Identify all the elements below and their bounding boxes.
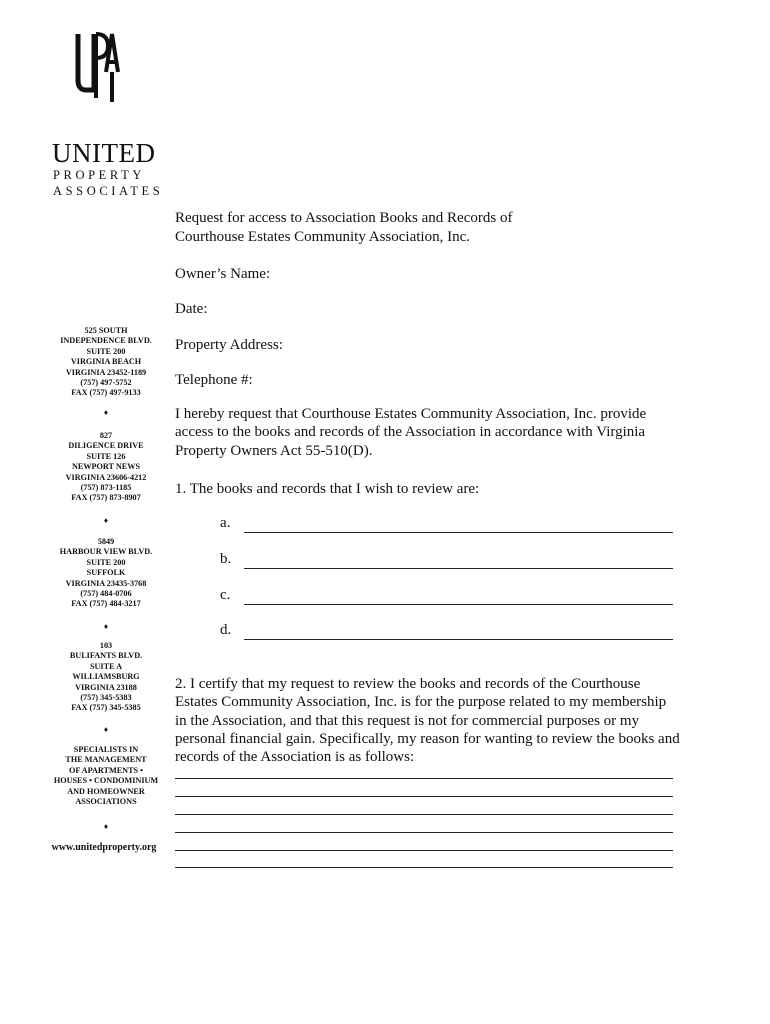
separator-diamond-icon: ♦: [103, 822, 109, 831]
company-name-line2: PROPERTY: [53, 168, 145, 182]
records-entry-b[interactable]: [220, 550, 673, 570]
records-entry-c-line[interactable]: [244, 604, 673, 605]
records-entry-d[interactable]: [220, 621, 673, 641]
records-entry-b-label: b.: [220, 551, 232, 567]
document-title-line2: Courthouse Estates Community Association, Inc.: [175, 228, 470, 245]
separator-diamond-icon: ♦: [103, 408, 109, 417]
item1-heading: 1. The books and records that I wish to review are:: [175, 481, 480, 497]
document-title: [175, 209, 512, 246]
upa-monogram-icon: [72, 28, 124, 106]
office-address-virginia-beach: 525 SOUTH INDEPENDENCE BLVD. SUITE 200 VIRGINIA BEACH VIRGINIA 23452-1189 (757) 497-5752 FAX (757) 497-9133: [60, 326, 152, 398]
records-entry-a[interactable]: [220, 514, 673, 534]
records-entry-b-line[interactable]: [244, 568, 673, 569]
reason-answer-line[interactable]: [175, 796, 673, 797]
office-address-williamsburg: 103 BULIFANTS BLVD. SUITE A WILLIAMSBURG VIRGINIA 23188 (757) 345-5383 FAX (757) 345-5385: [69, 641, 143, 713]
records-entry-a-label: a.: [220, 515, 231, 531]
office-address-newport-news: 827 DILIGENCE DRIVE SUITE 126 NEWPORT NEWS VIRGINIA 23606-4212 (757) 873-1185 FAX (757) 873-8907: [65, 431, 147, 503]
records-entry-a-line[interactable]: [244, 532, 673, 533]
property-address-label: Property Address:: [175, 337, 283, 353]
date-label: Date:: [175, 301, 208, 317]
request-paragraph: I hereby request that Courthouse Estates Community Association, Inc. provide access to the books and records of the Association in accordance with Virginia Property Owners Act 55-510(D).: [175, 406, 647, 459]
records-entry-c[interactable]: [220, 586, 673, 606]
separator-diamond-icon: ♦: [103, 725, 109, 734]
records-entry-c-label: c.: [220, 587, 231, 603]
company-name-line3: ASSOCIATES: [53, 184, 164, 198]
reason-answer-line[interactable]: [175, 832, 673, 833]
separator-diamond-icon: ♦: [103, 516, 109, 525]
separator-diamond-icon: ♦: [103, 622, 109, 631]
records-entry-d-line[interactable]: [244, 639, 673, 640]
records-entry-d-label: d.: [220, 622, 232, 638]
reason-answer-line[interactable]: [175, 778, 673, 779]
owner-name-label: Owner’s Name:: [175, 266, 271, 282]
reason-answer-line[interactable]: [175, 850, 673, 851]
document-title-line1: Request for access to Association Books and Records of: [175, 210, 513, 226]
reason-answer-line[interactable]: [175, 814, 673, 815]
company-name: UNITED: [52, 138, 156, 168]
website-link[interactable]: www.unitedproperty.org: [51, 842, 157, 853]
telephone-label: Telephone #:: [175, 372, 253, 388]
certification-paragraph: 2. I certify that my request to review the books and records of the Courthouse Estates Community Association, Inc. is for the purpose related to my membership in the Association, and that this request is not for commercial purposes or my personal financial gain. Specifically, my reason for wanting to review the books and records of the Association is as follows:: [175, 676, 680, 766]
office-address-suffolk: 5849 HARBOUR VIEW BLVD. SUITE 200 SUFFOLK VIRGINIA 23435-3768 (757) 484-0706 FAX (757) 484-3217: [59, 537, 153, 609]
specialists-text: SPECIALISTS IN THE MANAGEMENT OF APARTMENTS • HOUSES • CONDOMINIUM AND HOMEOWNER ASSOCIATIONS: [53, 745, 159, 807]
reason-answer-line[interactable]: [175, 867, 673, 868]
